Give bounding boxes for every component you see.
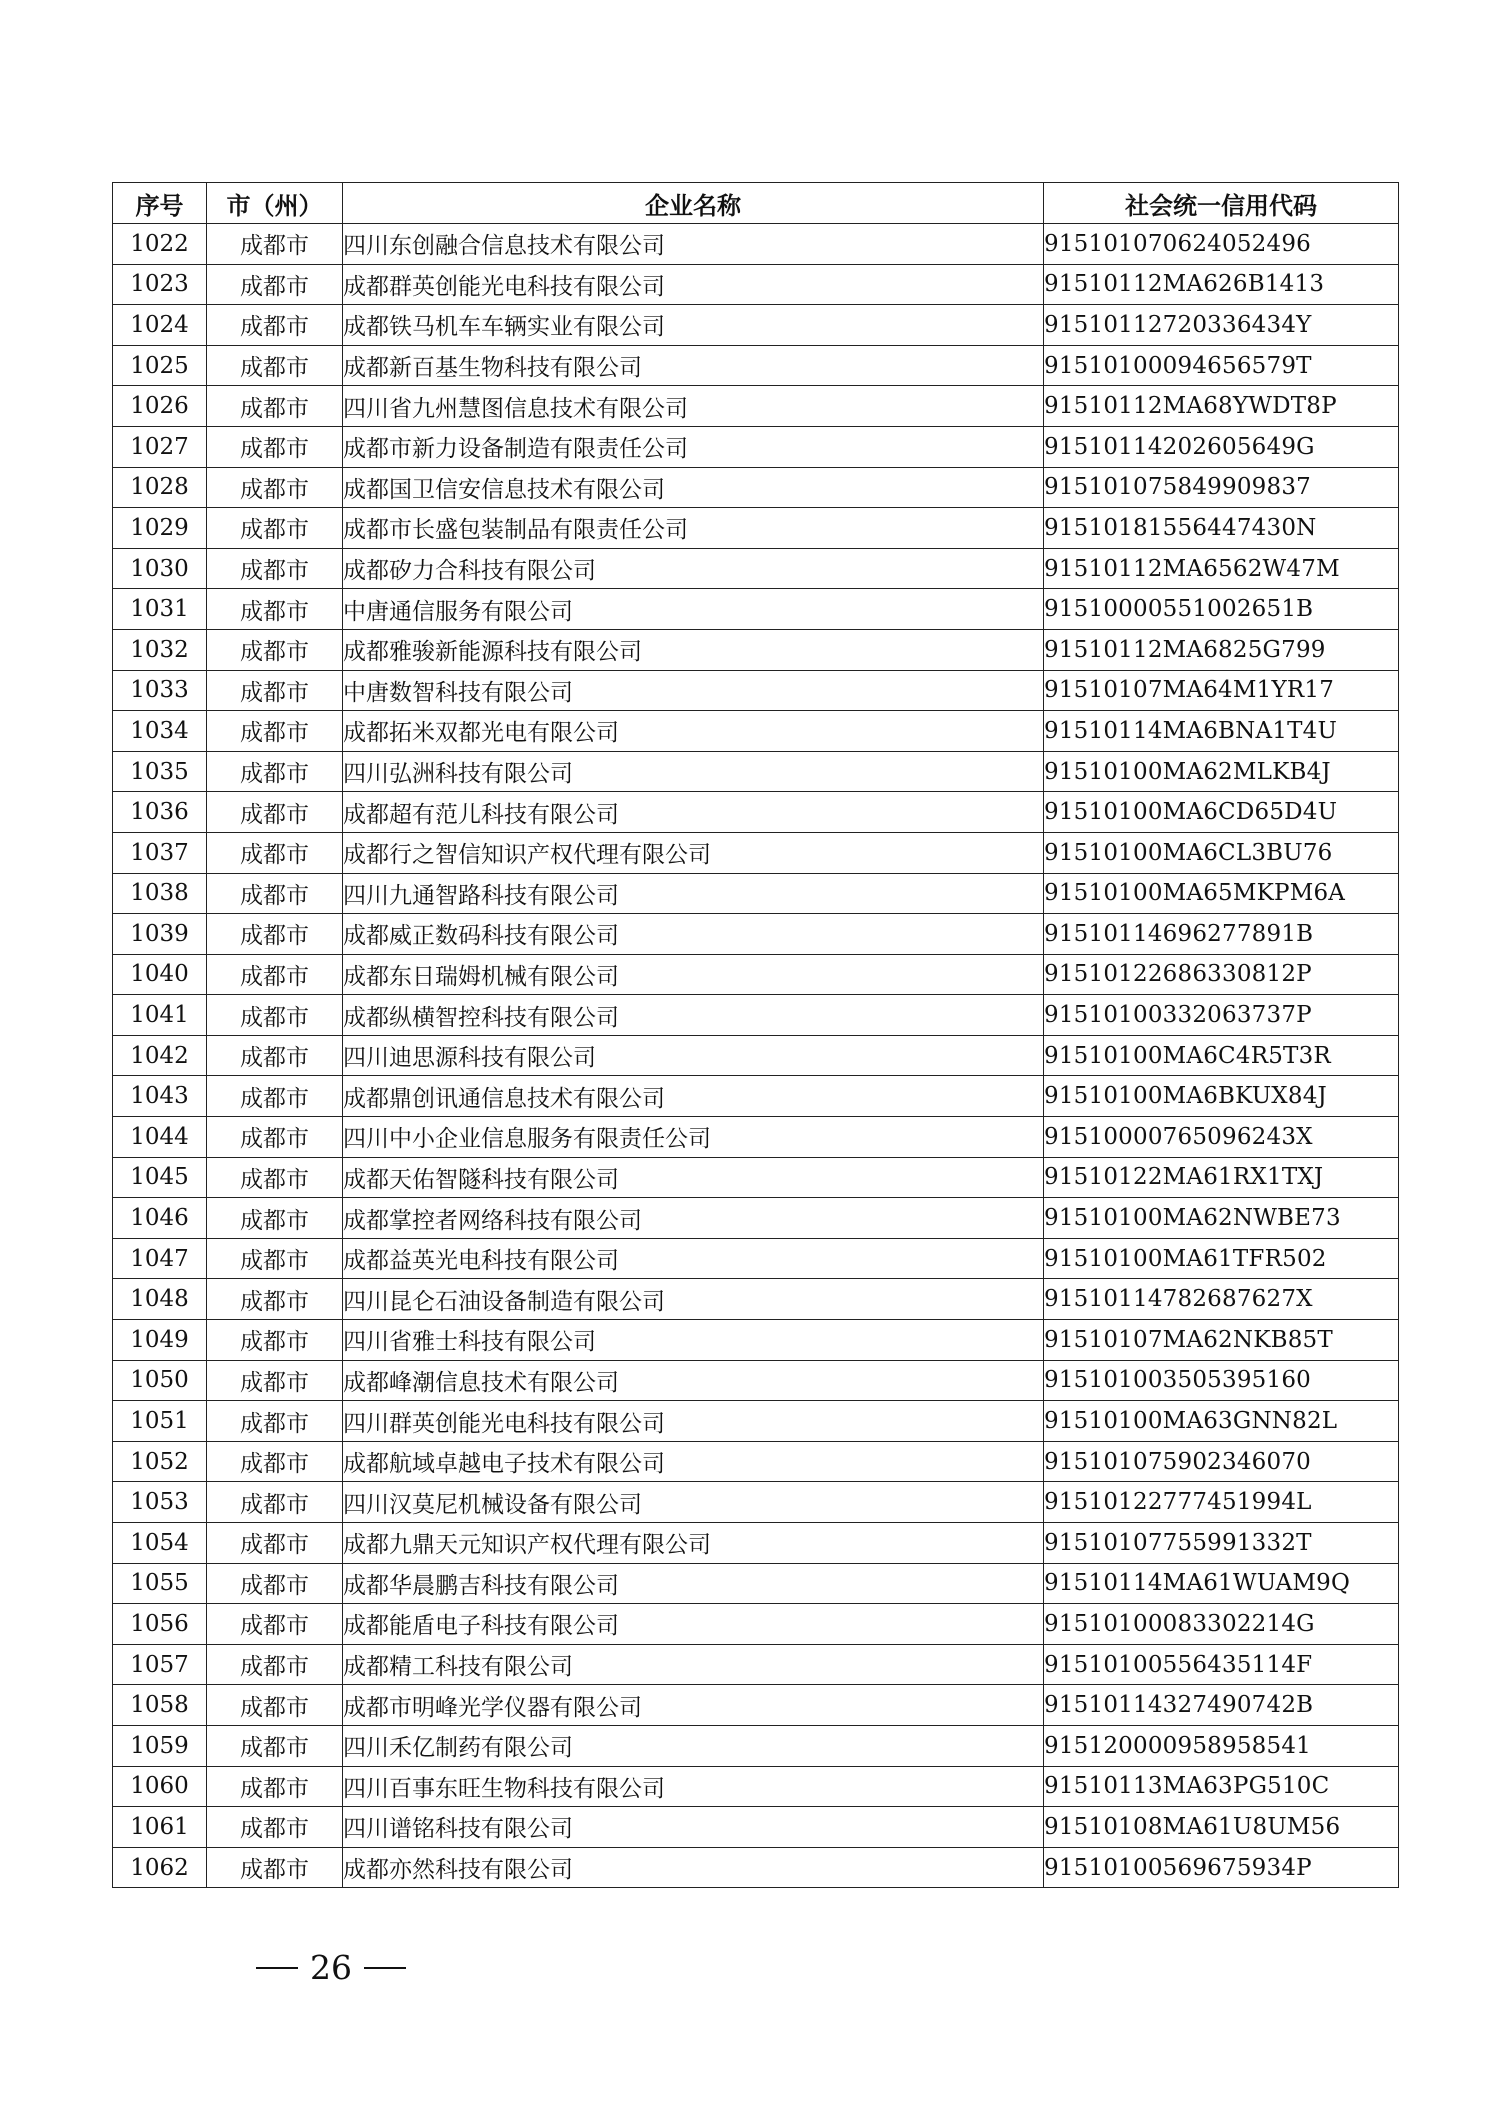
table-row [113, 1847, 1399, 1888]
cell-enterprise-name: 成都峰潮信息技术有限公司 [343, 1360, 1044, 1401]
cell-serial-number: 1047 [113, 1238, 207, 1279]
cell-enterprise-name: 成都威正数码科技有限公司 [343, 914, 1044, 955]
cell-city: 成都市 [207, 1035, 343, 1076]
cell-city: 成都市 [207, 995, 343, 1036]
table-row [113, 305, 1399, 346]
cell-serial-number: 1038 [113, 873, 207, 914]
cell-credit-code: 91510100MA61TFR502 [1044, 1238, 1399, 1279]
cell-city: 成都市 [207, 548, 343, 589]
table-header-row [113, 183, 1399, 224]
cell-credit-code: 91510107MA62NKB85T [1044, 1320, 1399, 1361]
table-row [113, 792, 1399, 833]
cell-enterprise-name: 成都市新力设备制造有限责任公司 [343, 426, 1044, 467]
header-city: 市（州） [207, 183, 343, 224]
cell-credit-code: 91510100MA65MKPM6A [1044, 873, 1399, 914]
cell-credit-code: 91510100MA62NWBE73 [1044, 1198, 1399, 1239]
cell-city: 成都市 [207, 1360, 343, 1401]
cell-city: 成都市 [207, 508, 343, 549]
cell-serial-number: 1062 [113, 1847, 207, 1888]
cell-credit-code: 91510181556447430N [1044, 508, 1399, 549]
table-row [113, 1401, 1399, 1442]
table-row [113, 711, 1399, 752]
dash-right [364, 1967, 406, 1969]
cell-enterprise-name: 成都掌控者网络科技有限公司 [343, 1198, 1044, 1239]
cell-city: 成都市 [207, 589, 343, 630]
table-row [113, 1157, 1399, 1198]
cell-serial-number: 1039 [113, 914, 207, 955]
cell-serial-number: 1048 [113, 1279, 207, 1320]
cell-serial-number: 1061 [113, 1807, 207, 1848]
table-row [113, 751, 1399, 792]
cell-serial-number: 1046 [113, 1198, 207, 1239]
cell-city: 成都市 [207, 386, 343, 427]
cell-serial-number: 1043 [113, 1076, 207, 1117]
cell-enterprise-name: 四川汉莫尼机械设备有限公司 [343, 1482, 1044, 1523]
cell-credit-code: 91510100094656579T [1044, 345, 1399, 386]
cell-serial-number: 1026 [113, 386, 207, 427]
cell-serial-number: 1036 [113, 792, 207, 833]
cell-city: 成都市 [207, 1766, 343, 1807]
cell-enterprise-name: 成都亦然科技有限公司 [343, 1847, 1044, 1888]
cell-serial-number: 1040 [113, 954, 207, 995]
cell-enterprise-name: 成都鼎创讯通信息技术有限公司 [343, 1076, 1044, 1117]
cell-enterprise-name: 成都益英光电科技有限公司 [343, 1238, 1044, 1279]
cell-enterprise-name: 四川谱铭科技有限公司 [343, 1807, 1044, 1848]
cell-city: 成都市 [207, 345, 343, 386]
cell-serial-number: 1057 [113, 1644, 207, 1685]
table-row [113, 345, 1399, 386]
cell-city: 成都市 [207, 1523, 343, 1564]
table-row [113, 1523, 1399, 1564]
cell-credit-code: 915120000958958541 [1044, 1725, 1399, 1766]
cell-credit-code: 91510100556435114F [1044, 1644, 1399, 1685]
table-row [113, 1198, 1399, 1239]
cell-serial-number: 1052 [113, 1441, 207, 1482]
header-enterprise-name: 企业名称 [343, 183, 1044, 224]
table-row [113, 1320, 1399, 1361]
cell-city: 成都市 [207, 1482, 343, 1523]
cell-city: 成都市 [207, 751, 343, 792]
cell-enterprise-name: 四川省九州慧图信息技术有限公司 [343, 386, 1044, 427]
cell-serial-number: 1028 [113, 467, 207, 508]
table-row [113, 1441, 1399, 1482]
cell-credit-code: 91510100MA62MLKB4J [1044, 751, 1399, 792]
table-row [113, 914, 1399, 955]
table-row [113, 1360, 1399, 1401]
table-row [113, 1076, 1399, 1117]
cell-serial-number: 1037 [113, 832, 207, 873]
cell-credit-code: 91510100MA63GNN82L [1044, 1401, 1399, 1442]
table-row [113, 670, 1399, 711]
cell-serial-number: 1053 [113, 1482, 207, 1523]
cell-serial-number: 1035 [113, 751, 207, 792]
cell-enterprise-name: 成都新百基生物科技有限公司 [343, 345, 1044, 386]
table-row [113, 1725, 1399, 1766]
table-row [113, 1685, 1399, 1726]
page-number: 26 [310, 1948, 352, 1987]
cell-enterprise-name: 成都九鼎天元知识产权代理有限公司 [343, 1523, 1044, 1564]
cell-credit-code: 91510100MA6CL3BU76 [1044, 832, 1399, 873]
cell-enterprise-name: 成都纵横智控科技有限公司 [343, 995, 1044, 1036]
cell-enterprise-name: 成都雅骏新能源科技有限公司 [343, 629, 1044, 670]
cell-enterprise-name: 成都市长盛包装制品有限责任公司 [343, 508, 1044, 549]
cell-city: 成都市 [207, 1279, 343, 1320]
cell-enterprise-name: 四川群英创能光电科技有限公司 [343, 1401, 1044, 1442]
cell-enterprise-name: 中唐数智科技有限公司 [343, 670, 1044, 711]
cell-credit-code: 91510112MA68YWDT8P [1044, 386, 1399, 427]
cell-credit-code: 91510112MA626B1413 [1044, 264, 1399, 305]
table-row [113, 629, 1399, 670]
cell-city: 成都市 [207, 873, 343, 914]
cell-serial-number: 1059 [113, 1725, 207, 1766]
cell-city: 成都市 [207, 1157, 343, 1198]
cell-serial-number: 1024 [113, 305, 207, 346]
header-serial-number: 序号 [113, 183, 207, 224]
cell-credit-code: 91510107MA64M1YR17 [1044, 670, 1399, 711]
table-row [113, 832, 1399, 873]
table-row [113, 508, 1399, 549]
table-body [113, 224, 1399, 1888]
cell-credit-code: 91510114202605649G [1044, 426, 1399, 467]
cell-enterprise-name: 成都能盾电子科技有限公司 [343, 1604, 1044, 1645]
cell-credit-code: 91510100MA6C4R5T3R [1044, 1035, 1399, 1076]
table-row [113, 1279, 1399, 1320]
enterprise-list-table [112, 182, 1399, 1888]
table-row [113, 264, 1399, 305]
cell-serial-number: 1058 [113, 1685, 207, 1726]
cell-credit-code: 91510114327490742B [1044, 1685, 1399, 1726]
cell-city: 成都市 [207, 1198, 343, 1239]
cell-credit-code: 915101127203364​34Y [1044, 305, 1399, 346]
table-row [113, 995, 1399, 1036]
dash-left [256, 1967, 298, 1969]
cell-city: 成都市 [207, 467, 343, 508]
cell-credit-code: 915101075902346070 [1044, 1441, 1399, 1482]
table-row [113, 1563, 1399, 1604]
cell-enterprise-name: 成都超有范儿科技有限公司 [343, 792, 1044, 833]
cell-credit-code: 915101070624052496 [1044, 224, 1399, 265]
cell-city: 成都市 [207, 1644, 343, 1685]
cell-credit-code: 91510000765096243X [1044, 1117, 1399, 1158]
cell-city: 成都市 [207, 954, 343, 995]
table-row [113, 1035, 1399, 1076]
cell-credit-code: 91510122MA61RX1TXJ [1044, 1157, 1399, 1198]
cell-credit-code: 91510112MA6562W47M [1044, 548, 1399, 589]
cell-enterprise-name: 四川百事东旺生物科技有限公司 [343, 1766, 1044, 1807]
cell-credit-code: 91510107755991332T [1044, 1523, 1399, 1564]
cell-enterprise-name: 成都矽力合科技有限公司 [343, 548, 1044, 589]
cell-enterprise-name: 四川禾亿制药有限公司 [343, 1725, 1044, 1766]
cell-enterprise-name: 成都拓米双都光电有限公司 [343, 711, 1044, 752]
cell-city: 成都市 [207, 914, 343, 955]
cell-credit-code: 91510112MA6825G799 [1044, 629, 1399, 670]
cell-enterprise-name: 成都天佑智隧科技有限公司 [343, 1157, 1044, 1198]
cell-enterprise-name: 四川省雅士科技有限公司 [343, 1320, 1044, 1361]
cell-city: 成都市 [207, 670, 343, 711]
cell-serial-number: 1031 [113, 589, 207, 630]
cell-city: 成都市 [207, 264, 343, 305]
cell-serial-number: 1045 [113, 1157, 207, 1198]
table-row [113, 1482, 1399, 1523]
page-number-footer [244, 1948, 418, 1987]
cell-serial-number: 1029 [113, 508, 207, 549]
cell-credit-code: 915101075849909837 [1044, 467, 1399, 508]
cell-serial-number: 1050 [113, 1360, 207, 1401]
cell-enterprise-name: 成都精工科技有限公司 [343, 1644, 1044, 1685]
cell-credit-code: 91510100332063737P [1044, 995, 1399, 1036]
table-row [113, 1766, 1399, 1807]
table-row [113, 1807, 1399, 1848]
table-row [113, 1604, 1399, 1645]
table-row [113, 954, 1399, 995]
cell-credit-code: 91510100MA6CD65D4U [1044, 792, 1399, 833]
cell-city: 成都市 [207, 1117, 343, 1158]
cell-serial-number: 1041 [113, 995, 207, 1036]
table-row [113, 1238, 1399, 1279]
cell-credit-code: 91510100569675934P [1044, 1847, 1399, 1888]
cell-city: 成都市 [207, 1847, 343, 1888]
cell-enterprise-name: 四川东创融合信息技术有限公司 [343, 224, 1044, 265]
table-row [113, 224, 1399, 265]
cell-city: 成都市 [207, 1238, 343, 1279]
cell-serial-number: 1033 [113, 670, 207, 711]
cell-enterprise-name: 成都国卫信安信息技术有限公司 [343, 467, 1044, 508]
cell-city: 成都市 [207, 1725, 343, 1766]
cell-serial-number: 1049 [113, 1320, 207, 1361]
cell-city: 成都市 [207, 629, 343, 670]
cell-credit-code: 91510114MA61WUAM9Q [1044, 1563, 1399, 1604]
cell-serial-number: 1027 [113, 426, 207, 467]
cell-serial-number: 1054 [113, 1523, 207, 1564]
header-credit-code: 社会统一信用代码 [1044, 183, 1399, 224]
table-row [113, 873, 1399, 914]
cell-credit-code: 91510114MA6BNA1T4U [1044, 711, 1399, 752]
cell-credit-code: 91510113MA63PG510C [1044, 1766, 1399, 1807]
cell-city: 成都市 [207, 1604, 343, 1645]
cell-city: 成都市 [207, 832, 343, 873]
table-row [113, 589, 1399, 630]
cell-enterprise-name: 四川中小企业信息服务有限责任公司 [343, 1117, 1044, 1158]
cell-enterprise-name: 四川昆仑石油设备制造有限公司 [343, 1279, 1044, 1320]
cell-credit-code: 91510000551002651B [1044, 589, 1399, 630]
cell-enterprise-name: 成都行之智信知识产权代理有限公司 [343, 832, 1044, 873]
cell-serial-number: 1056 [113, 1604, 207, 1645]
cell-serial-number: 1022 [113, 224, 207, 265]
cell-city: 成都市 [207, 1441, 343, 1482]
cell-credit-code: 91510108MA61U8UM56 [1044, 1807, 1399, 1848]
cell-serial-number: 1044 [113, 1117, 207, 1158]
cell-enterprise-name: 四川弘洲科技有限公司 [343, 751, 1044, 792]
table-row [113, 1117, 1399, 1158]
cell-credit-code: 915101003505395160 [1044, 1360, 1399, 1401]
cell-credit-code: 91510100083302214G [1044, 1604, 1399, 1645]
cell-enterprise-name: 成都市明峰光学仪器有限公司 [343, 1685, 1044, 1726]
cell-city: 成都市 [207, 1320, 343, 1361]
cell-serial-number: 1042 [113, 1035, 207, 1076]
table-row [113, 426, 1399, 467]
cell-serial-number: 1023 [113, 264, 207, 305]
cell-credit-code: 91510114696277891B [1044, 914, 1399, 955]
cell-city: 成都市 [207, 792, 343, 833]
cell-credit-code: 91510114782687627X [1044, 1279, 1399, 1320]
cell-credit-code: 91510122686330812P [1044, 954, 1399, 995]
cell-city: 成都市 [207, 1685, 343, 1726]
cell-city: 成都市 [207, 1807, 343, 1848]
cell-enterprise-name: 成都群英创能光电科技有限公司 [343, 264, 1044, 305]
cell-serial-number: 1060 [113, 1766, 207, 1807]
table-row [113, 1644, 1399, 1685]
cell-serial-number: 1030 [113, 548, 207, 589]
cell-serial-number: 1032 [113, 629, 207, 670]
cell-enterprise-name: 四川迪思源科技有限公司 [343, 1035, 1044, 1076]
cell-city: 成都市 [207, 426, 343, 467]
table-row [113, 548, 1399, 589]
cell-enterprise-name: 成都铁马机车车辆实业有限公司 [343, 305, 1044, 346]
cell-serial-number: 1051 [113, 1401, 207, 1442]
cell-enterprise-name: 成都东日瑞姆机械有限公司 [343, 954, 1044, 995]
cell-city: 成都市 [207, 1076, 343, 1117]
cell-credit-code: 91510122777451994L [1044, 1482, 1399, 1523]
cell-city: 成都市 [207, 224, 343, 265]
cell-city: 成都市 [207, 305, 343, 346]
table-row [113, 467, 1399, 508]
cell-serial-number: 1034 [113, 711, 207, 752]
cell-city: 成都市 [207, 1401, 343, 1442]
cell-enterprise-name: 四川九通智路科技有限公司 [343, 873, 1044, 914]
cell-credit-code: 91510100MA6BKUX84J [1044, 1076, 1399, 1117]
cell-enterprise-name: 中唐通信服务有限公司 [343, 589, 1044, 630]
cell-city: 成都市 [207, 1563, 343, 1604]
cell-enterprise-name: 成都航域卓越电子技术有限公司 [343, 1441, 1044, 1482]
table-row [113, 386, 1399, 427]
cell-serial-number: 1025 [113, 345, 207, 386]
cell-city: 成都市 [207, 711, 343, 752]
cell-serial-number: 1055 [113, 1563, 207, 1604]
cell-enterprise-name: 成都华晨鹏吉科技有限公司 [343, 1563, 1044, 1604]
